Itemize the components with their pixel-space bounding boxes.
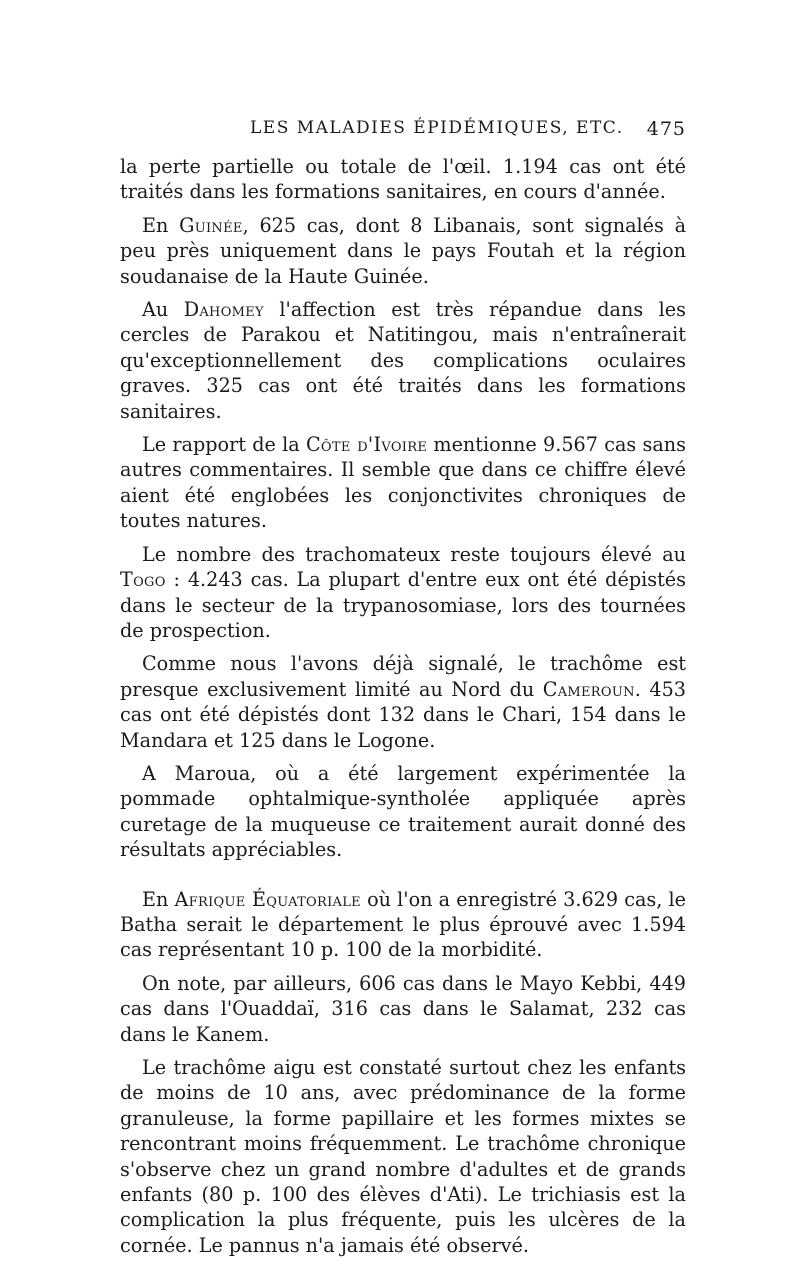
place-cameroun: Cameroun xyxy=(542,677,635,701)
paragraph-notes xyxy=(120,971,686,1047)
place-afrique-equatoriale: Afrique Équatoriale xyxy=(174,887,361,911)
paragraph-cote-ivoire-text: mentionne 9.567 cas sans autres commentaires. Il semble que dans ce chiffre élevé aient été englobées les conjonctivites chroniques de toutes natures. xyxy=(120,433,686,533)
paragraph-guinee xyxy=(120,213,686,289)
paragraph-dahomey xyxy=(120,297,686,424)
paragraph-afrique-equatoriale xyxy=(120,887,686,963)
paragraph-dahomey-text: l'affection est très répandue dans les cercles de Parakou et Natitingou, mais n'entraînerait qu'exceptionnellement des complications oculaires graves. 325 cas ont été traités dans les formations sanitaires. xyxy=(120,298,686,423)
paragraph-guinee-lead: En xyxy=(142,213,180,237)
paragraph-cameroun xyxy=(120,651,686,753)
paragraph-afrique-equatoriale-text: où l'on a enregistré 3.629 cas, le Batha serait le département le plus éprouvé avec 1.594 cas représentant 10 p. 100 de la morbidité. xyxy=(120,887,686,962)
paragraph-dahomey-lead: Au xyxy=(142,298,184,322)
paragraph-togo-lead: Le nombre des trachomateux reste toujours élevé au xyxy=(142,542,686,566)
paragraph-maroua-text: A Maroua, où a été largement expérimentée la pommade ophtalmique-syntholée appliquée après curetage de la muqueuse ce traitement aurait donné des résultats appréciables. xyxy=(120,761,686,862)
paragraph-1-text: la perte partielle ou totale de l'œil. 1.194 cas ont été traités dans les formations sanitaires, en cours d'année. xyxy=(120,155,686,204)
paragraph-cote-ivoire-lead: Le rapport de la xyxy=(142,433,306,457)
paragraph-guinee-text: , 625 cas, dont 8 Libanais, sont signalés à peu près uniquement dans le pays Foutah et la région soudanaise de la Haute Guinée. xyxy=(120,213,687,288)
paragraph-cote-ivoire xyxy=(120,432,686,534)
paragraph-1 xyxy=(120,154,686,205)
place-togo: Togo xyxy=(120,568,166,592)
paragraph-maroua xyxy=(120,761,686,863)
paragraph-afrique-equatoriale-lead: En xyxy=(142,887,175,911)
running-title: LES MALADIES ÉPIDÉMIQUES, ETC. xyxy=(250,118,624,138)
paragraph-trachome xyxy=(120,1055,686,1258)
paragraph-notes-text: On note, par ailleurs, 606 cas dans le Mayo Kebbi, 449 cas dans l'Ouaddaï, 316 cas dans le Salamat, 232 cas dans le Kanem. xyxy=(120,971,686,1046)
paragraph-trachome-text: Le trachôme aigu est constaté surtout chez les enfants de moins de 10 ans, avec prédominance de la forme granuleuse, la forme papillaire et les formes mixtes se rencontrant moins fréquemment. Le trachôme chronique s'observe chez un grand nombre d'adultes et de grands enfants (80 p. 100 des élèves d'Ati). Le trichiasis est la complication la plus fréquente, puis les ulcères de la cornée. Le pannus n'a jamais été observé. xyxy=(120,1056,686,1257)
page-number: 475 xyxy=(646,118,686,140)
place-cote-ivoire: Côte d'Ivoire xyxy=(305,433,428,457)
paragraph-togo xyxy=(120,542,686,644)
paragraph-cameroun-text: . 453 cas ont été dépistés dont 132 dans le Chari, 154 dans le Mandara et 125 dans le Logone. xyxy=(120,677,686,752)
place-dahomey: Dahomey xyxy=(183,298,264,322)
running-head xyxy=(120,118,686,148)
paragraph-togo-text: : 4.243 cas. La plupart d'entre eux ont été dépistés dans le secteur de la trypanosomiase, lors des tournées de prospection. xyxy=(120,568,686,642)
place-guinee: Guinée xyxy=(179,213,243,237)
paragraph-cameroun-lead: Comme nous l'avons déjà signalé, le trachôme est presque exclusivement limité au Nord du xyxy=(120,652,686,701)
body-text xyxy=(120,154,686,1266)
